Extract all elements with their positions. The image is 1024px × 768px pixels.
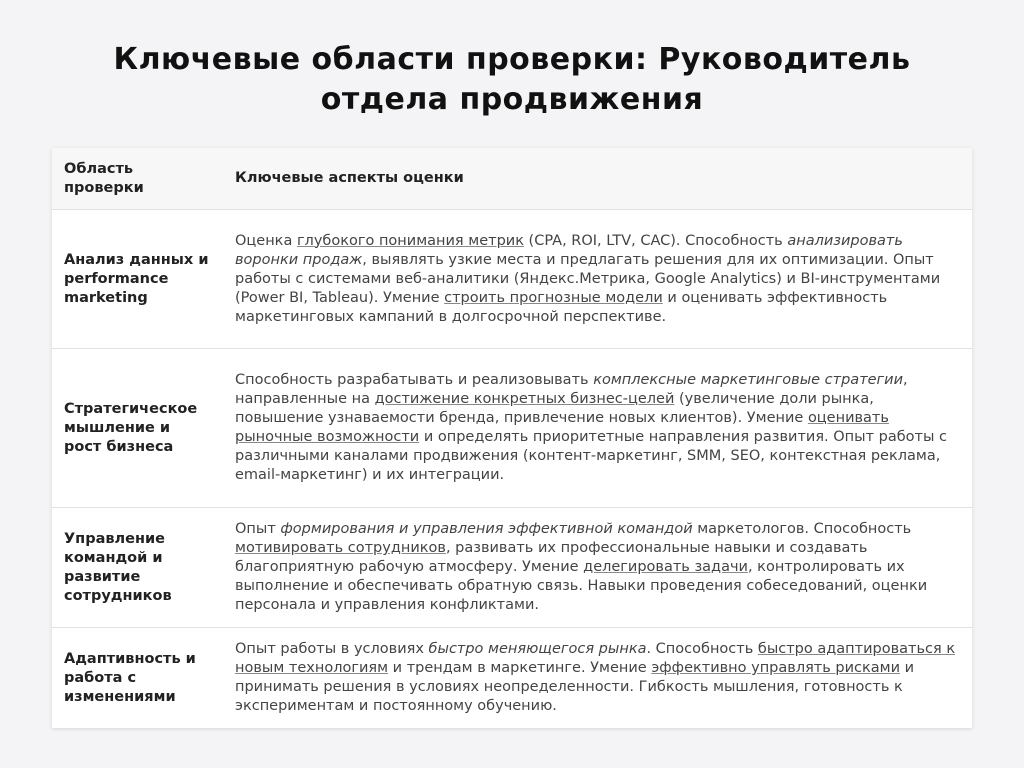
row-area: Стратегическое мышление и рост бизнеса xyxy=(64,400,198,455)
table-row xyxy=(52,210,972,349)
underlined-phrase: делегировать задачи xyxy=(583,559,748,575)
underlined-phrase: строить прогнозные модели xyxy=(444,289,663,306)
italic-phrase: быстро меняющегося рынка xyxy=(428,641,647,657)
title-line-1: Ключевые области проверки: Руководитель xyxy=(113,42,911,77)
row-aspects: Опыт формирования и управления эффективной командой маркетологов. Способность мотивировать сотрудников, развивать их профессиональные навыки и создавать благоприятную рабочую атмосферу. Умение делегировать задачи, контролировать их выполнение и обеспечивать обратную связь. Навыки проведения собеседований, оценки персонала и управления конфликтами. xyxy=(235,521,928,613)
underlined-phrase: мотивировать сотрудников xyxy=(235,540,446,556)
italic-phrase: анализировать воронки продаж xyxy=(235,232,903,268)
table-row xyxy=(52,349,972,508)
row-aspects: Опыт работы в условиях быстро меняющегося рынка. Способность быстро адаптироваться к новым технологиям и трендам в маркетинге. Умение эффективно управлять рисками и принимать решения в условиях неопределенности. Гибкость мышления, готовность к экспериментам и постоянному обучению. xyxy=(235,641,956,714)
table-row xyxy=(52,508,972,628)
row-area: Управление командой и развитие сотрудников xyxy=(64,530,172,604)
underlined-phrase: быстро адаптироваться к новым технологиям xyxy=(235,641,956,676)
row-aspects: Способность разрабатывать и реализовывать комплексные маркетинговые стратегии, направленные на достижение конкретных бизнес-целей (увеличение доли рынка, повышение узнаваемости бренда, привлечение новых клиентов). Умение оценивать рыночные возможности и определять приоритетные направления развития. Опыт работы с различными каналами продвижения (контент-маркетинг, SMM, SEO, контекстная реклама, email-маркетинг) и их интеграции. xyxy=(235,372,948,483)
underlined-phrase: глубокого понимания метрик xyxy=(296,232,524,249)
row-area: Анализ данных и performance marketing xyxy=(64,251,209,306)
header-aspects: Ключевые аспекты оценки xyxy=(235,170,464,186)
header-area: Область проверки xyxy=(64,160,144,196)
page-title xyxy=(0,40,1024,120)
table-row xyxy=(52,628,972,728)
italic-phrase: формирования и управления эффективной командой xyxy=(280,521,693,537)
evaluation-table xyxy=(52,148,972,728)
italic-phrase: комплексные маркетинговые стратегии xyxy=(593,372,904,388)
title-line-2: отдела продвижения xyxy=(320,82,704,117)
row-area: Адаптивность и работа с изменениями xyxy=(64,650,196,705)
underlined-phrase: достижение конкретных бизнес-целей xyxy=(374,391,675,407)
table-header-row xyxy=(52,148,972,210)
underlined-phrase: эффективно управлять рисками xyxy=(651,660,901,676)
underlined-phrase: оценивать рыночные возможности xyxy=(235,410,889,445)
row-aspects: Оценка глубокого понимания метрик (CPA, ROI, LTV, CAC). Способность анализировать воронки продаж, выявлять узкие места и предлагать решения для их оптимизации. Опыт работы с системами веб-аналитики (Яндекс.Метрика, Google Analytics) и BI-инструментами (Power BI, Tableau). Умение строить прогнозные модели и оценивать эффективность маркетинговых кампаний в долгосрочной перспективе. xyxy=(235,232,941,325)
